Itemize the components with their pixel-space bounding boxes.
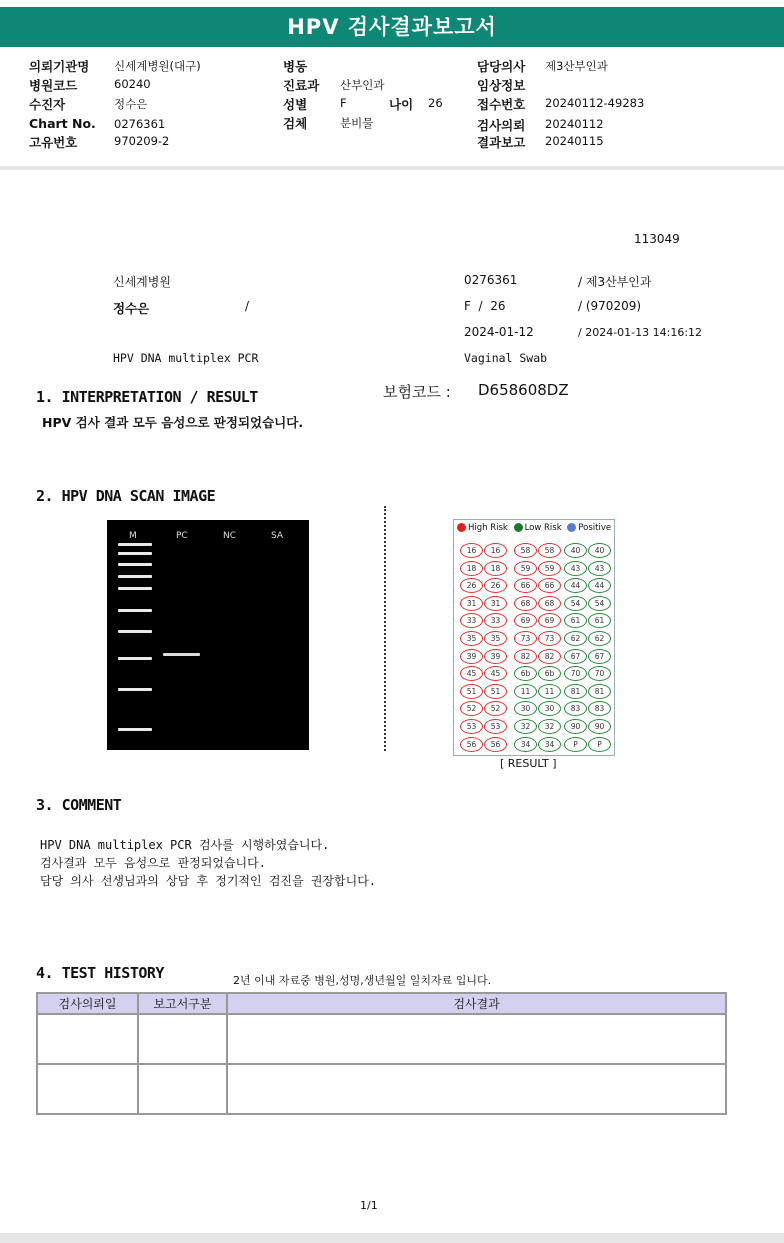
chip-spot: 39 [460,649,483,664]
chip-spot: 53 [460,719,483,734]
chip-spot: 35 [460,631,483,646]
specimen: Vaginal Swab [464,351,548,365]
chip-spot: 11 [538,684,561,699]
chip-spot: 30 [514,701,537,716]
chip-spot: 68 [538,596,561,611]
header-value: 20240115 [545,134,604,148]
report-datetime: / 2024-01-13 14:16:12 [578,326,703,339]
request-date: 2024-01-12 [464,325,534,339]
header-label: 결과보고 [477,135,526,150]
department: / 제3산부인과 [578,275,652,289]
chip-spot: 67 [564,649,587,664]
chip-spot: 81 [564,684,587,699]
chip-spot: 43 [588,561,611,576]
legend-low: Low Risk [524,523,562,533]
chip-spot: 32 [514,719,537,734]
table-cell [138,1064,227,1114]
chip-spot: P [588,737,611,752]
chip-legend [457,523,611,533]
chip-spot: 52 [484,701,507,716]
chip-spot: 31 [484,596,507,611]
lane-label: NC [223,531,237,541]
header-label: 검사의뢰 [477,118,526,133]
history-table [36,992,727,1115]
chip-spot: 45 [484,666,507,681]
insurance-label: 보험코드 : [383,383,451,401]
section-interpretation-title: 1. INTERPRETATION / RESULT [36,388,258,406]
table-row [37,1014,726,1064]
chip-spot: 67 [588,649,611,664]
chip-spot: 26 [460,578,483,593]
section-scan-title: 2. HPV DNA SCAN IMAGE [36,487,216,505]
chip-spot: 73 [514,631,537,646]
positive-dot-icon [567,523,576,532]
chip-spot: 82 [514,649,537,664]
chip-spot: 52 [460,701,483,716]
chip-spot: 83 [588,701,611,716]
chip-spot: 39 [484,649,507,664]
chip-spot: 69 [514,613,537,628]
chip-spot: 73 [538,631,561,646]
chip-spot: 33 [484,613,507,628]
history-header: 보고서구분 [138,993,227,1014]
gel-image [108,521,308,749]
sex-age: F / 26 [464,299,506,313]
chip-spot: 31 [460,596,483,611]
chip-spot: 35 [484,631,507,646]
header-value: 산부인과 [340,78,385,92]
chip-spot: 51 [484,684,507,699]
history-header: 검사결과 [227,993,726,1014]
chip-spot: 53 [484,719,507,734]
chip-spot: 54 [564,596,587,611]
chip-spot: 61 [564,613,587,628]
header-label: Chart No. [29,116,96,131]
header-label: 접수번호 [477,97,526,112]
chip-spot: 61 [588,613,611,628]
table-cell [37,1014,138,1064]
history-header-row [37,993,726,1014]
section-history-title: 4. TEST HISTORY [36,964,164,982]
header-value: 신세계병원(대구) [114,59,201,73]
lane-label: M [129,531,137,541]
hpv-chip [453,519,615,756]
chip-spot: 62 [564,631,587,646]
chip-spot: 18 [484,561,507,576]
chip-spot: 44 [564,578,587,593]
chip-spot: 44 [588,578,611,593]
chip-spot: 6b [538,666,561,681]
table-cell [37,1064,138,1114]
history-note: 2년 이내 자료중 병원,성명,생년월일 일치자료 입니다. [233,974,492,987]
chip-spot: 45 [460,666,483,681]
report-title: HPV 검사결과보고서 [0,7,784,47]
chip-spot: 70 [588,666,611,681]
report-code: 113049 [634,232,680,246]
header-value: 20240112 [545,117,604,131]
footer-bar [0,1233,784,1243]
insurance-code: D658608DZ [478,381,569,399]
ladder-band [118,657,152,660]
header-value: 분비물 [340,116,374,130]
ladder-band [118,728,152,731]
chip-spot: 16 [484,543,507,558]
header-label: 나이 [389,97,414,112]
ladder-band [118,630,152,633]
hospital-name: 신세계병원 [113,275,171,289]
chip-spot: 82 [538,649,561,664]
header-label: 병원코드 [29,78,78,93]
chip-spot: 51 [460,684,483,699]
chip-spot: 70 [564,666,587,681]
header-value: 제3산부인과 [545,59,608,73]
lane-label: PC [176,531,188,541]
chip-spot: 54 [588,596,611,611]
table-cell [227,1064,726,1114]
birth: / (970209) [578,299,642,313]
lane-label: SA [271,531,284,541]
header-value: 0276361 [114,117,166,131]
header-label: 성별 [283,97,308,112]
patient-name: 정수은 [113,301,150,316]
header-label: 수진자 [29,97,66,112]
header-label: 검체 [283,116,308,131]
ladder-band [118,688,152,691]
chip-spot: 33 [460,613,483,628]
ladder-band [118,563,152,566]
chip-spot: 32 [538,719,561,734]
chip-spot: 16 [460,543,483,558]
chip-spot: 56 [460,737,483,752]
test-name: HPV DNA multiplex PCR [113,351,259,365]
header-value: 26 [428,96,443,110]
header-value: 20240112-49283 [545,96,645,110]
legend-high: High Risk [468,523,508,533]
comment-line: HPV DNA multiplex PCR 검사를 시행하였습니다. [40,838,330,852]
low-risk-dot-icon [514,523,523,532]
table-row [37,1064,726,1114]
header-label: 병동 [283,59,308,74]
chip-spot: 58 [538,543,561,558]
chip-spot: 11 [514,684,537,699]
ladder-band [118,575,152,578]
chip-spot: 26 [484,578,507,593]
pc-band [163,653,200,656]
comment-block [40,836,376,890]
legend-positive: Positive [578,523,612,533]
comment-line: 담당 의사 선생님과의 상담 후 정기적인 검진을 권장합니다. [40,874,377,888]
header-divider [0,166,784,170]
chip-spot: 83 [564,701,587,716]
chip-spot: 58 [514,543,537,558]
table-cell [138,1014,227,1064]
ladder-band [118,609,152,612]
high-risk-dot-icon [457,523,466,532]
interpretation-text: HPV 검사 결과 모두 음성으로 판정되었습니다. [42,415,304,430]
chip-spot: 81 [588,684,611,699]
chip-spot: P [564,737,587,752]
chip-spot: 34 [514,737,537,752]
ladder-band [118,587,152,590]
chip-spot: 18 [460,561,483,576]
chip-spot: 66 [538,578,561,593]
section-comment-title: 3. COMMENT [36,796,122,814]
chip-spot: 69 [538,613,561,628]
header-label: 고유번호 [29,135,78,150]
header-label: 진료과 [283,78,320,93]
chip-spot: 66 [514,578,537,593]
chip-spot: 56 [484,737,507,752]
chip-spot: 59 [538,561,561,576]
chip-spot: 43 [564,561,587,576]
chip-spot: 90 [564,719,587,734]
page-number: 1/1 [360,1199,378,1212]
chip-spot: 90 [588,719,611,734]
chart-number: 0276361 [464,273,518,287]
header-value: F [340,96,347,110]
ladder-band [118,552,152,555]
slash: / [245,299,250,313]
header-label: 담당의사 [477,59,526,74]
comment-line: 검사결과 모두 음성으로 판정되었습니다. [40,856,266,870]
chip-spot: 40 [588,543,611,558]
table-cell [227,1014,726,1064]
header-value: 60240 [114,77,151,91]
history-header: 검사의뢰일 [37,993,138,1014]
chip-spot: 62 [588,631,611,646]
result-label: [ RESULT ] [500,757,557,770]
chip-spot: 68 [514,596,537,611]
header-value: 정수은 [114,97,148,111]
chip-spot: 59 [514,561,537,576]
header-label: 임상정보 [477,78,526,93]
scan-divider [384,506,386,751]
header-value: 970209-2 [114,134,170,148]
chip-spot: 34 [538,737,561,752]
chip-spot: 30 [538,701,561,716]
ladder-band [118,543,152,546]
chip-spot: 40 [564,543,587,558]
chip-spot: 6b [514,666,537,681]
header-label: 의뢰기관명 [29,59,90,74]
